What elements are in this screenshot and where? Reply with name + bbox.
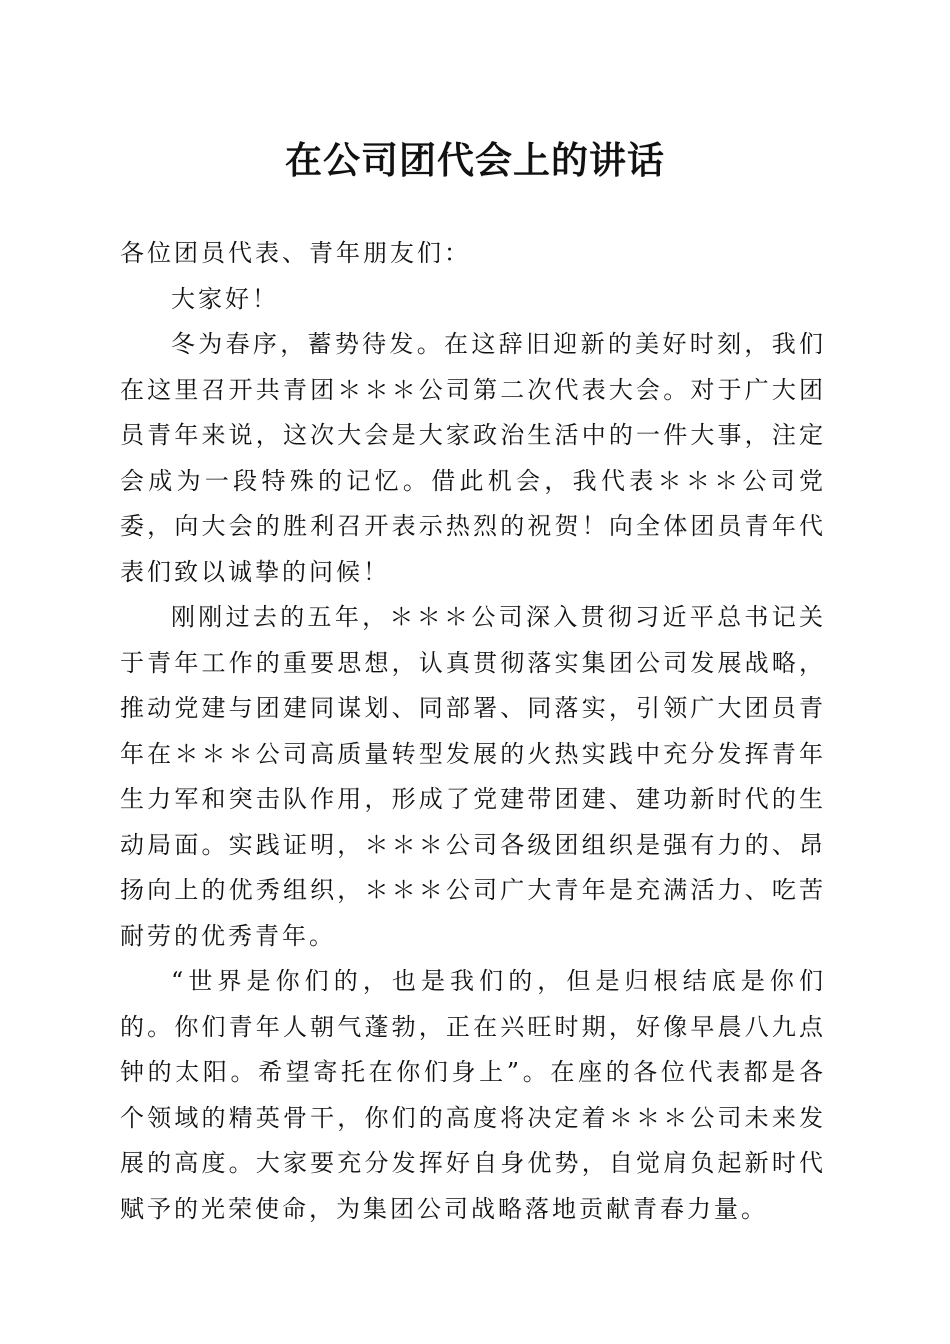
paragraph-expectations: “世界是你们的，也是我们的，但是归根结底是你们的。你们青年人朝气蓬勃，正在兴旺时期，好像早晨八九点钟的太阳。希望寄托在你们身上”。在座的各位代表都是各个领域的精英骨干，你们的高度将决定着＊＊＊公司未来发展的高度。大家要充分发挥好自身优势，自觉肩负起新时代赋予的光荣使命，为集团公司战略落地贡献青春力量。: [120, 967, 826, 1223]
paragraph-greeting: 大家好！: [171, 284, 279, 313]
document-title: 在公司团代会上的讲话: [285, 138, 665, 182]
paragraph-achievements: 刚刚过去的五年，＊＊＊公司深入贯彻习近平总书记关于青年工作的重要思想，认真贯彻落实集团公司发展战略，推动党建与团建同谋划、同部署、同落实，引领广大团员青年在＊＊＊公司高质量转型发展的火热实践中充分发挥青年生力军和突击队作用，形成了党建带团建、建功新时代的生动局面。实践证明，＊＊＊公司各级团组织是强有力的、昂扬向上的优秀组织，＊＊＊公司广大青年是充满活力、吃苦耐劳的优秀青年。: [120, 603, 826, 950]
salutation: 各位团员代表、青年朋友们：: [120, 239, 471, 267]
paragraph-opening: 冬为春序，蓄势待发。在这辞旧迎新的美好时刻，我们在这里召开共青团＊＊＊公司第二次代表大会。对于广大团员青年来说，这次大会是大家政治生活中的一件大事，注定会成为一段特殊的记忆。借此机会，我代表＊＊＊公司党委，向大会的胜利召开表示热烈的祝贺！向全体团员青年代表们致以诚挚的问候！: [120, 330, 826, 586]
document-body: [120, 231, 826, 1232]
